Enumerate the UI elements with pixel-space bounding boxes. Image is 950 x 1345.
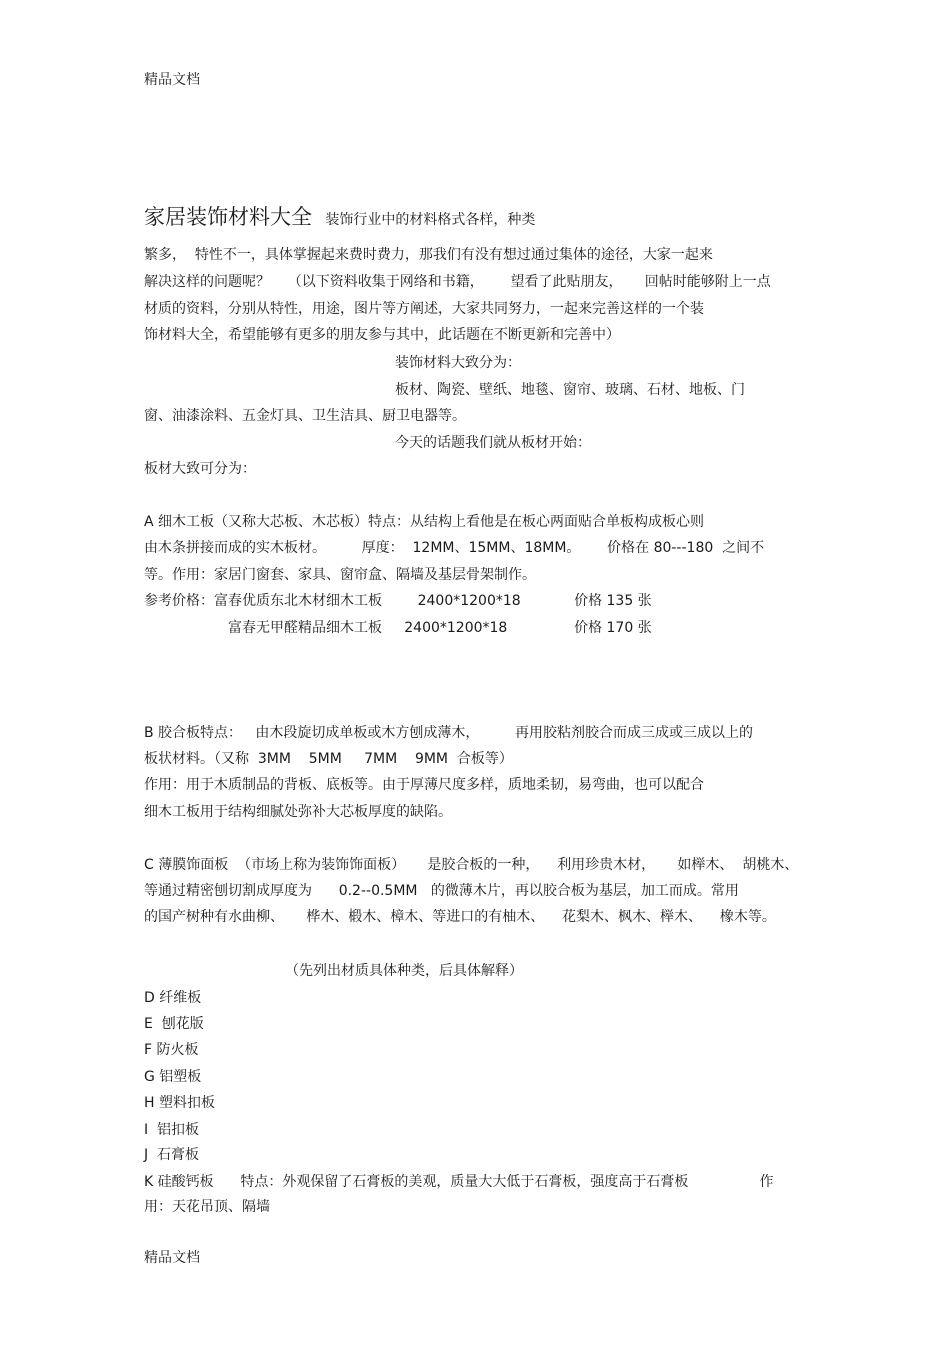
section-a-line: A 细木工板（又称大芯板、木芯板）特点：从结构上看他是在板心两面贴合单板构成板心则	[144, 514, 705, 530]
paragraph-line: 材质的资料，分别从特性，用途，图片等方阐述，大家共同努力，一起来完善这样的一个装	[144, 301, 704, 317]
list-item: E 刨花版	[144, 1016, 204, 1032]
paragraph-line: 繁多， 特性不一，具体掌握起来费时费力，那我们有没有想过通过集体的途径，大家一起来	[144, 247, 713, 263]
section-a-line: 参考价格：富春优质东北木材细木工板 2400*1200*18 价格 135 张	[144, 593, 652, 609]
list-item: K 硅酸钙板 特点：外观保留了石膏板的美观，质量大大低于石膏板，强度高于石膏板 作	[144, 1174, 774, 1190]
section-b-line: B 胶合板特点： 由木段旋切成单板或木方刨成薄木， 再用胶粘剂胶合而成三成或三成以上的	[144, 725, 754, 741]
section-a-line: 由木条拼接而成的实木板材。 厚度： 12MM、15MM、18MM。 价格在 80---180 之间不	[144, 540, 765, 556]
list-item: G 铝塑板	[144, 1069, 202, 1085]
section-a-line: 富春无甲醛精品细木工板 2400*1200*18 价格 170 张	[228, 620, 652, 636]
paragraph-line: 窗、油漆涂料、五金灯具、卫生洁具、厨卫电器等。	[144, 408, 466, 424]
list-item: D 纤维板	[144, 990, 202, 1006]
paragraph-line: 饰材料大全，希望能够有更多的朋友参与其中，此话题在不断更新和完善中）	[144, 327, 620, 343]
paragraph-line: 装饰材料大致分为：	[395, 355, 521, 371]
page-footer: 精品文档	[144, 1250, 200, 1266]
paragraph-line: 板材、陶瓷、壁纸、地毯、窗帘、玻璃、石材、地板、门	[395, 382, 745, 398]
page-header: 精品文档	[144, 72, 200, 88]
paragraph-line: 解决这样的问题呢？ （以下资料收集于网络和书籍， 望看了此贴朋友， 回帖时能够附上一点	[144, 274, 771, 290]
document-title: 家居装饰材料大全	[144, 205, 312, 229]
section-c-line: C 薄膜饰面板 （市场上称为装饰饰面板） 是胶合板的一种， 利用珍贵木材， 如榉木、 胡桃木、	[144, 857, 799, 873]
title-tail: 装饰行业中的材料格式各样，种类	[312, 212, 536, 228]
section-a-line: 等。作用：家居门窗套、家具、窗帘盒、隔墙及基层骨架制作。	[144, 567, 536, 583]
section-b-line: 板状材料。（又称 3MM 5MM 7MM 9MM 合板等）	[144, 751, 513, 767]
list-item: F 防火板	[144, 1042, 199, 1058]
paragraph-line: 今天的话题我们就从板材开始：	[395, 435, 591, 451]
list-item: J 石膏板	[144, 1147, 200, 1163]
note-line: （先列出材质具体种类，后具体解释）	[285, 963, 523, 979]
section-c-line: 的国产树种有水曲柳、 桦木、椴木、樟木、等进口的有柚木、 花梨木、枫木、榉木、 橡木等。	[144, 909, 776, 925]
section-b-line: 作用：用于木质制品的背板、底板等。由于厚薄尺度多样，质地柔韧，易弯曲，也可以配合	[144, 777, 704, 793]
list-item: I 铝扣板	[144, 1122, 200, 1138]
section-c-line: 等通过精密刨切割成厚度为 0.2--0.5MM 的微薄木片，再以胶合板为基层，加工而成。常用	[144, 883, 739, 899]
document-title-row	[144, 204, 535, 233]
paragraph-line: 板材大致可分为：	[144, 461, 256, 477]
list-item: H 塑料扣板	[144, 1095, 215, 1111]
list-item: 用：天花吊顶、隔墙	[144, 1199, 270, 1215]
section-b-line: 细木工板用于结构细腻处弥补大芯板厚度的缺陷。	[144, 804, 452, 820]
